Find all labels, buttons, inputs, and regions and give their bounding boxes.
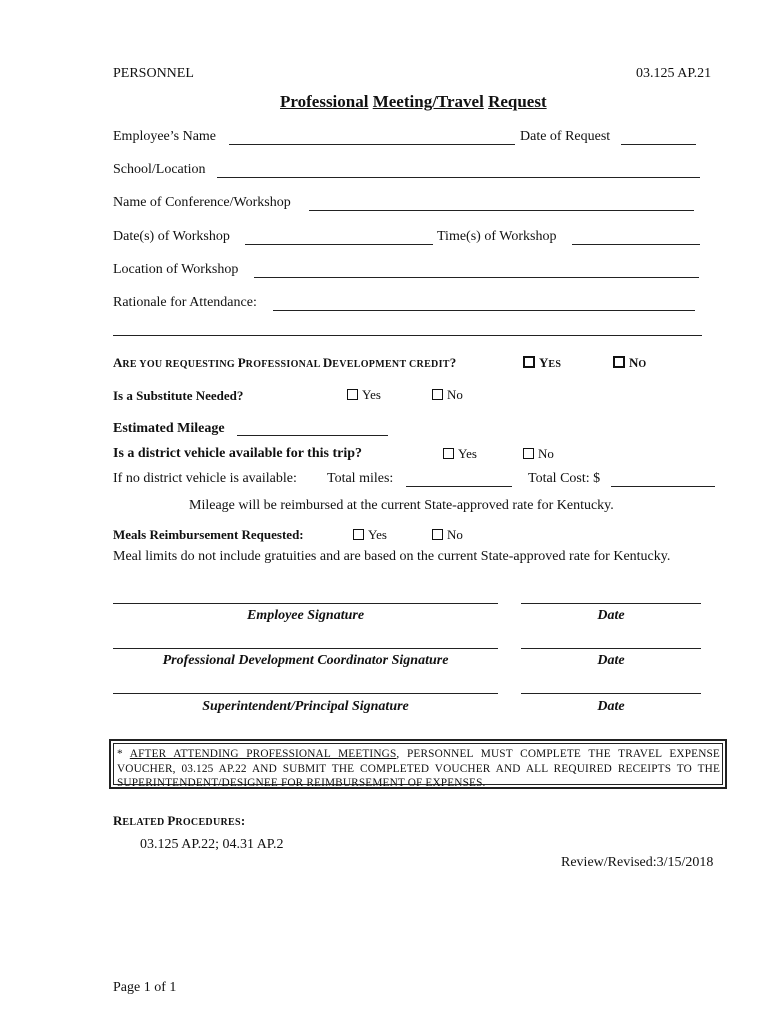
workshop-times-label: Time(s) of Workshop — [437, 229, 557, 244]
estimated-mileage-field[interactable] — [237, 435, 388, 436]
employee-signature-caption: Employee Signature — [246, 608, 365, 623]
employee-name-field[interactable] — [229, 144, 515, 145]
workshop-location-field[interactable] — [254, 277, 699, 278]
conference-name-field[interactable] — [309, 210, 694, 211]
title-part-2: Meeting/Travel — [372, 92, 484, 111]
pd-credit-no-checkbox[interactable] — [613, 356, 625, 368]
vehicle-yes-checkbox[interactable] — [443, 448, 454, 459]
superintendent-signature-caption: Superintendent/Principal Signature — [202, 699, 409, 714]
vehicle-no-checkbox[interactable] — [523, 448, 534, 459]
workshop-dates-field[interactable] — [245, 244, 433, 245]
employee-date-caption: Date — [597, 608, 625, 623]
substitute-yes-checkbox[interactable] — [347, 389, 358, 400]
pd-credit-no-option[interactable]: NO — [613, 354, 646, 372]
school-location-field[interactable] — [217, 177, 700, 178]
substitute-no-option[interactable]: No — [432, 387, 463, 403]
pd-credit-yes-checkbox[interactable] — [523, 356, 535, 368]
pd-coordinator-signature-caption: Professional Development Coordinator Signature — [162, 653, 449, 668]
notice-box — [109, 739, 727, 789]
meals-no-checkbox[interactable] — [432, 529, 443, 540]
rationale-label: Rationale for Attendance: — [113, 295, 257, 310]
review-revised-date: Review/Revised:3/15/2018 — [561, 855, 714, 870]
rationale-field-line-2[interactable] — [113, 335, 702, 336]
notice-underlined: AFTER ATTENDING PROFESSIONAL MEETINGS — [129, 748, 397, 760]
pd-coordinator-date-line[interactable] — [521, 648, 701, 649]
meals-yes-option[interactable]: Yes — [353, 527, 387, 543]
date-of-request-label: Date of Request — [520, 129, 611, 144]
employee-name-label: Employee’s Name — [113, 129, 217, 144]
page-number: Page 1 of 1 — [113, 980, 177, 995]
pd-coordinator-signature-line[interactable] — [113, 648, 498, 649]
related-procedures-heading: RELATED PROCEDURES: — [113, 813, 246, 828]
substitute-question: Is a Substitute Needed? — [113, 388, 244, 403]
superintendent-date-caption: Date — [597, 699, 625, 714]
page-title — [280, 92, 547, 112]
workshop-times-field[interactable] — [572, 244, 700, 245]
superintendent-signature-line[interactable] — [113, 693, 498, 694]
no-vehicle-label: If no district vehicle is available: — [113, 471, 297, 486]
employee-signature-date-line[interactable] — [521, 603, 701, 604]
meals-note: Meal limits do not include gratuities and are based on the current State-approved rate for Kentucky. — [113, 549, 671, 564]
date-of-request-field[interactable] — [621, 144, 696, 145]
related-procedures-list: 03.125 AP.22; 04.31 AP.2 — [140, 837, 284, 852]
vehicle-question: Is a district vehicle available for this trip? — [113, 446, 362, 461]
superintendent-date-line[interactable] — [521, 693, 701, 694]
total-cost-label: Total Cost: $ — [528, 471, 601, 486]
pd-credit-yes-option[interactable]: YES — [523, 354, 561, 372]
total-miles-label: Total miles: — [327, 471, 394, 486]
procedure-code: 03.125 AP.21 — [636, 66, 712, 81]
estimated-mileage-label: Estimated Mileage — [113, 421, 225, 436]
substitute-yes-option[interactable]: Yes — [347, 387, 381, 403]
workshop-dates-label: Date(s) of Workshop — [113, 229, 230, 244]
vehicle-yes-option[interactable]: Yes — [443, 446, 477, 462]
notice-text: * AFTER ATTENDING PROFESSIONAL MEETINGS, PERSONNEL MUST COMPLETE THE TRAVEL EXPENSE VOUCHER, 03.125 AP.22 AND SUBMIT THE COMPLETED VOUCHER AND ALL REQUIRED RECEIPTS TO THE SUPERINTENDENT/DESIGNEE FOR REIMBURSEMENT OF EXPENSES. — [113, 743, 723, 785]
pd-credit-question: ARE YOU REQUESTING PROFESSIONAL DEVELOPMENT CREDIT? — [113, 355, 457, 370]
conference-name-label: Name of Conference/Workshop — [113, 195, 291, 210]
vehicle-no-option[interactable]: No — [523, 446, 554, 462]
meals-yes-checkbox[interactable] — [353, 529, 364, 540]
pd-coordinator-date-caption: Date — [597, 653, 625, 668]
mileage-reimburse-note: Mileage will be reimbursed at the current State-approved rate for Kentucky. — [189, 498, 614, 513]
school-location-label: School/Location — [113, 162, 206, 177]
title-part-1: Professional — [280, 92, 369, 111]
meals-no-option[interactable]: No — [432, 527, 463, 543]
substitute-no-checkbox[interactable] — [432, 389, 443, 400]
section-label: PERSONNEL — [113, 66, 194, 81]
total-miles-field[interactable] — [406, 486, 512, 487]
workshop-location-label: Location of Workshop — [113, 262, 239, 277]
meals-question: Meals Reimbursement Requested: — [113, 527, 304, 542]
total-cost-field[interactable] — [611, 486, 715, 487]
employee-signature-line[interactable] — [113, 603, 498, 604]
rationale-field[interactable] — [273, 310, 695, 311]
title-part-3: Request — [488, 92, 547, 111]
